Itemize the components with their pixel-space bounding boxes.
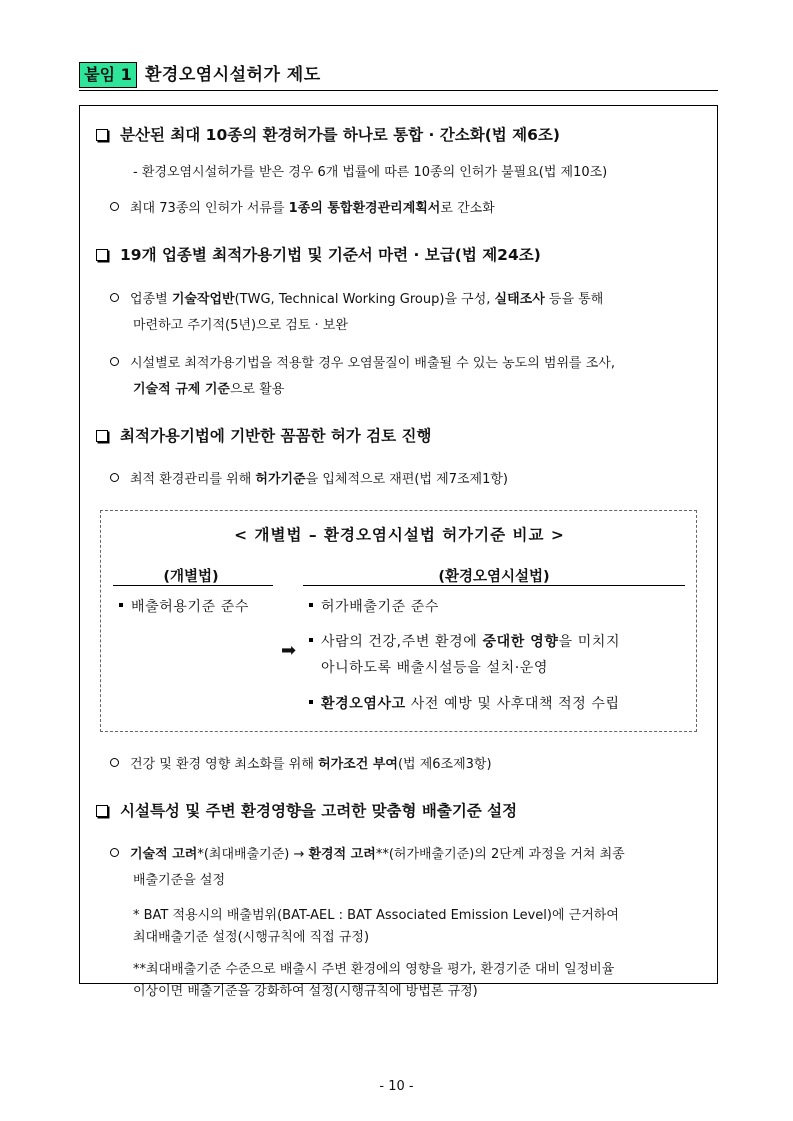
section-2-item-1-line-2: 마련하고 주기적(5년)으로 검토 · 보완 [133, 318, 348, 333]
note-2-line-2: 이상이면 배출기준을 강화하여 설정(시행규칙에 방법론 규정) [133, 984, 478, 999]
text: 사람의 건강,주변 환경에 [321, 634, 483, 650]
bold-text: 1종의 통합환경관리계획서 [288, 201, 441, 216]
section-4-item-1-line-2: 배출기준을 설정 [133, 873, 226, 888]
section-2-item-1 [110, 290, 603, 310]
text: (TWG, Technical Working Group)을 구성, [234, 292, 495, 307]
section-3-item-2 [110, 755, 492, 775]
circle-bullet-icon [110, 202, 119, 211]
circle-bullet-icon [110, 293, 119, 302]
bold-text: 기술적 고려 [130, 847, 198, 862]
circle-bullet-icon [110, 758, 119, 767]
note-2-line-1: **최대배출기준 수준으로 배출시 주변 환경에의 영향을 평가, 환경기준 대비 일정비율 [133, 962, 615, 977]
text: 로 간소화 [440, 201, 495, 216]
circle-bullet-icon [110, 357, 119, 366]
bold-text: 허가기준 [255, 472, 306, 487]
text: (법 제6조제3항) [397, 757, 492, 772]
text: 사전 예방 및 사후대책 적정 수립 [405, 696, 620, 712]
right-item-1 [309, 595, 439, 619]
page-number: - 10 - [379, 1079, 414, 1094]
note-1-line-2: 최대배출기준 설정(시행규칙에 직접 규정) [133, 930, 370, 945]
checkbox-square-icon [96, 430, 108, 442]
attachment-badge: 붙임 1 [79, 62, 137, 88]
bold-text: 실태조사 [494, 292, 545, 307]
page-header [79, 60, 718, 91]
left-header-underline [113, 585, 273, 586]
bold-text: 중대한 영향 [482, 634, 559, 650]
section-1-dash-item: - 환경오염시설허가를 받은 경우 6개 법률에 따른 10종의 인허가 불필요(법 제10조) [133, 165, 608, 180]
right-header-underline [303, 585, 685, 586]
text: 최적 환경관리를 위해 [130, 472, 256, 487]
section-2-item-2-line-2 [133, 380, 284, 400]
left-item [119, 595, 249, 619]
square-bullet-icon [309, 638, 313, 642]
square-bullet-icon [309, 603, 313, 607]
section-4-title: 시설특성 및 주변 환경영향을 고려한 맞춤형 배출기준 설정 [120, 802, 518, 820]
comparison-title: < 개별법 – 환경오염시설법 허가기준 비교 > [234, 526, 565, 544]
left-column-header: (개별법) [163, 569, 219, 585]
bold-text: 환경적 고려 [308, 847, 376, 862]
checkbox-square-icon [96, 249, 108, 261]
section-2-item-2 [110, 354, 615, 374]
right-item-2 [309, 630, 620, 654]
checkbox-square-icon [96, 129, 108, 141]
right-column-header: (환경오염시설법) [438, 569, 550, 585]
section-3-heading [96, 425, 431, 447]
text: 건강 및 환경 영향 최소화를 위해 [130, 757, 319, 772]
text: 배출허용기준 준수 [131, 599, 250, 615]
section-1-heading [96, 124, 560, 146]
text: 시설별로 최적가용기법을 적용할 경우 오염물질이 배출될 수 있는 농도의 범위를 조사, [130, 356, 615, 371]
circle-bullet-icon [110, 848, 119, 857]
checkbox-square-icon [96, 805, 108, 817]
square-bullet-icon [119, 603, 123, 607]
circle-bullet-icon [110, 473, 119, 482]
section-2-title: 19개 업종별 최적가용기법 및 기준서 마련 · 보급(법 제24조) [120, 246, 541, 264]
text: 을 입체적으로 재편(법 제7조제1항) [305, 472, 508, 487]
bold-text: 허가조건 부여 [318, 757, 398, 772]
comparison-box [100, 510, 697, 732]
bold-text: 기술적 규제 기준 [133, 382, 230, 397]
section-3-item-1 [110, 470, 508, 490]
section-4-item-1 [110, 845, 625, 865]
bold-text: 기술작업반 [171, 292, 235, 307]
note-1-line-1: * BAT 적용시의 배출범위(BAT-AEL : BAT Associated Emission Level)에 근거하여 [133, 908, 619, 923]
text: 으로 활용 [229, 382, 285, 397]
section-2-heading [96, 244, 541, 266]
section-3-title: 최적가용기법에 기반한 꼼꼼한 허가 검토 진행 [120, 427, 432, 445]
bold-text: 환경오염사고 [321, 696, 406, 712]
square-bullet-icon [309, 700, 313, 704]
right-item-2-line-2: 아니하도록 배출시설등을 설치·운영 [321, 660, 549, 676]
right-item-3 [309, 692, 620, 716]
text: 등을 통해 [544, 292, 604, 307]
right-arrow-icon: ➡ [281, 640, 297, 661]
text: 을 미치지 [558, 634, 621, 650]
text: 업종별 [130, 292, 172, 307]
section-1-item-1 [110, 199, 495, 219]
page-title: 환경오염시설허가 제도 [145, 65, 321, 85]
text: **(허가배출기준)의 2단계 과정을 거쳐 최종 [375, 847, 625, 862]
section-4-heading [96, 800, 517, 822]
text: 허가배출기준 준수 [321, 599, 440, 615]
text: *(최대배출기준) → [197, 847, 309, 862]
text: 최대 73종의 인허가 서류를 [130, 201, 289, 216]
section-1-title: 분산된 최대 10종의 환경허가를 하나로 통합 · 간소화(법 제6조) [120, 126, 560, 144]
